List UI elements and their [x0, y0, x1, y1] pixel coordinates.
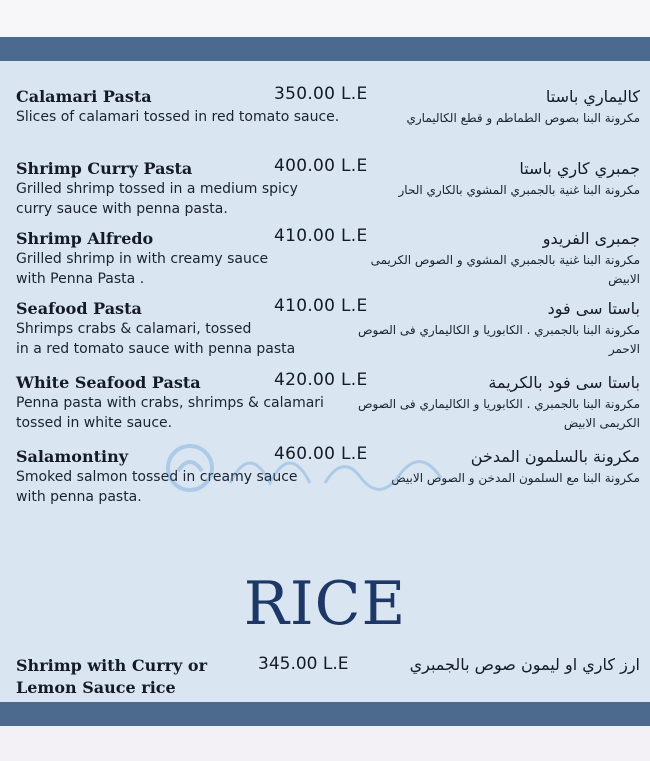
menu-item-ar-description: مكرونة البنا بصوص الطماطم و قطع الكاليماري [406, 111, 640, 125]
menu-item-ar-description: مكرونة البنا غنية بالجمبري المشوي بالكاري الحار [398, 183, 640, 197]
menu-item-en-description: Smoked salmon tossed in creamy sauce with penna pasta. [16, 469, 298, 505]
menu-panel [0, 61, 650, 702]
menu-item-en-name: Shrimp Alfredo [16, 229, 154, 248]
menu-item-ar-description: مكرونة البنا بالجمبري . الكابوريا و الكاليماري فى الصوص الاحمر [357, 323, 640, 356]
menu-item-en-name: Seafood Pasta [16, 299, 142, 318]
menu-item-en-name: Calamari Pasta [16, 87, 152, 106]
menu-item-price: 460.00 L.E [274, 444, 368, 464]
menu-item-en-description: Penna pasta with crabs, shrimps & calamari tossed in white sauce. [16, 395, 324, 431]
menu-item-ar-name: جمبري كاري باستا [519, 159, 640, 178]
menu-item-price: 350.00 L.E [274, 84, 368, 104]
menu-item-ar-name: باستا سى فود [547, 299, 640, 318]
menu-item-ar-name: باستا سى فود بالكريمة [488, 373, 640, 392]
menu-item-ar-name: كاليماري باستا [545, 87, 640, 106]
top-margin [0, 0, 650, 37]
rice-item-price: 345.00 L.E [258, 654, 349, 674]
menu-item-price: 410.00 L.E [274, 226, 368, 246]
menu-item-en-name: Salamontiny [16, 447, 128, 466]
menu-item-ar-description: مكرونة البنا غنية بالجمبري المشوي و الصوص الكريمى الابيض [370, 253, 640, 286]
rice-section-title: RICE [243, 569, 407, 639]
menu-item-price: 400.00 L.E [274, 156, 368, 176]
menu-item-en-description: Slices of calamari tossed in red tomato sauce. [16, 109, 340, 125]
rice-item-ar-name: ارز كاري او ليمون صوص بالجمبري [409, 655, 640, 674]
menu-item-ar-name: جمبرى الفريدو [542, 229, 640, 248]
menu-item-price: 420.00 L.E [274, 370, 368, 390]
menu-item-en-name: Shrimp Curry Pasta [16, 159, 193, 178]
menu-item-price: 410.00 L.E [274, 296, 368, 316]
rice-item-en-name: Shrimp with Curry or Lemon Sauce rice [16, 656, 208, 697]
menu-item-ar-name: مكرونة بالسلمون المدخن [470, 447, 640, 466]
bottom-margin [0, 726, 650, 761]
menu-item-ar-description: مكرونة البنا بالجمبري . الكابوريا و الكاليماري فى الصوص الكريمى الابيض [357, 397, 640, 430]
menu-item-en-name: White Seafood Pasta [16, 373, 201, 392]
menu-item-en-description: Shrimps crabs & calamari, tossed in a red tomato sauce with penna pasta [16, 321, 296, 357]
top-band [0, 37, 650, 61]
menu-item-en-description: Grilled shrimp tossed in a medium spicy curry sauce with penna pasta. [16, 181, 298, 217]
menu-item-ar-description: مكرونة البنا مع السلمون المدخن و الصوص الابيض [391, 471, 640, 485]
bottom-band [0, 702, 650, 726]
menu-item-en-description: Grilled shrimp in with creamy sauce with Penna Pasta . [16, 251, 269, 287]
